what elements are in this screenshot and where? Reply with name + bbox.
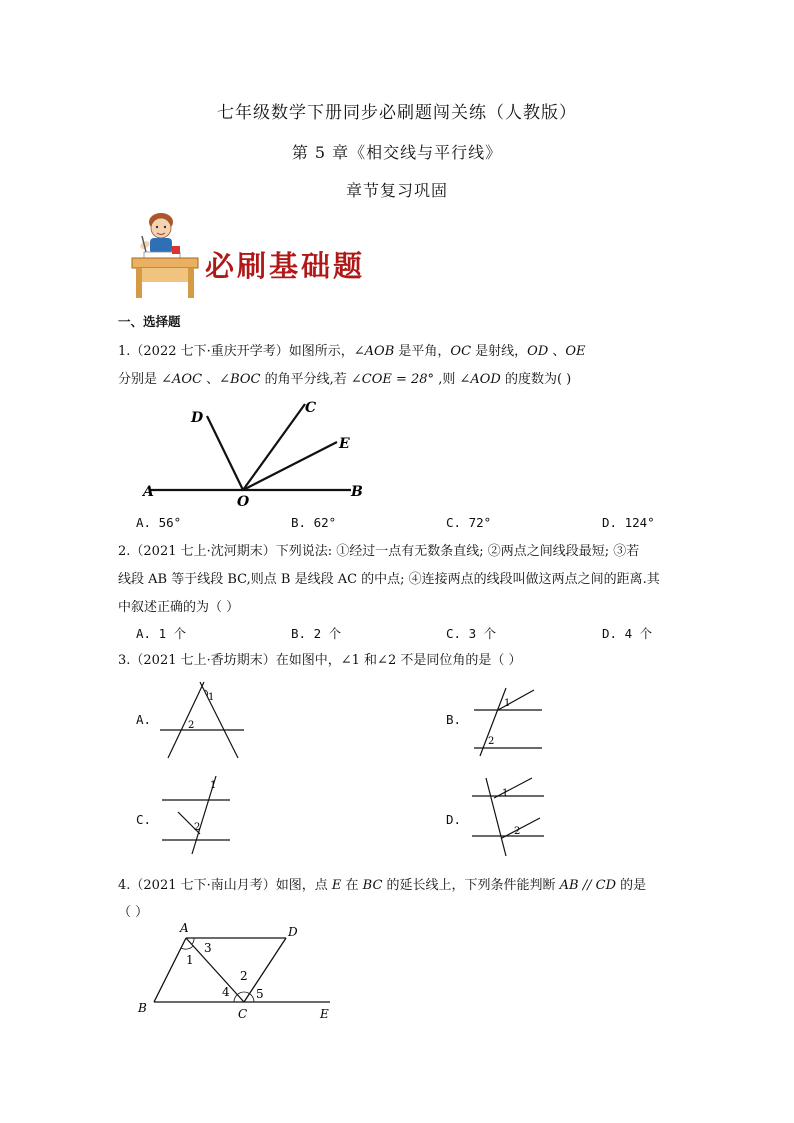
q3-figure-d xyxy=(466,774,552,858)
fig1-label-d: D xyxy=(191,410,204,426)
q1-option-b[interactable]: B. 62° xyxy=(291,515,337,530)
q3d-angle-2: 2 xyxy=(514,826,521,837)
fig1-label-b: B xyxy=(351,484,363,500)
q1-option-a[interactable]: A. 56° xyxy=(136,515,182,530)
q1-option-c[interactable]: C. 72° xyxy=(446,515,492,530)
question-1-line-2: 分别是 ∠AOC 、∠BOC 的角平分线,若 ∠COE = 28° ,则 ∠AOD 的度数为( ) xyxy=(118,372,572,387)
q2-option-d[interactable]: D. 4 个 xyxy=(602,626,653,641)
q3a-angle-2: 2 xyxy=(188,720,195,731)
q3b-angle-2: 2 xyxy=(488,736,495,747)
question-4-line-1: 4.（2021 七下·南山月考）如图，点 E 在 BC 的延长线上，下列条件能判断 AB // CD 的是 xyxy=(118,878,647,893)
fig4-label-a: A xyxy=(180,922,189,935)
student-desk-illustration xyxy=(130,208,202,300)
question-4-figure xyxy=(134,922,344,1022)
question-2-line-2: 线段 AB 等于线段 BC,则点 B 是线段 AC 的中点; ④连接两点的线段叫做这两点之间的距离.其 xyxy=(118,572,660,587)
fig4-label-b: B xyxy=(138,1001,147,1015)
question-3-line-1: 3.（2021 七上·香坊期末）在如图中，∠1 和∠2 不是同位角的是（ ） xyxy=(118,653,522,668)
q3-figure-b xyxy=(468,684,552,760)
fig4-angle-5: 5 xyxy=(256,987,264,1001)
doc-title: 七年级数学下册同步必刷题闯关练（人教版） xyxy=(217,103,577,123)
fig4-angle-4: 4 xyxy=(222,985,230,999)
q3d-angle-1: 1 xyxy=(502,788,509,799)
fig4-label-d: D xyxy=(288,925,298,939)
section-heading: 一、选择题 xyxy=(118,314,181,329)
q3-option-b[interactable]: B. xyxy=(446,712,462,727)
fig4-angle-2: 2 xyxy=(240,969,248,983)
q1-option-d[interactable]: D. 124° xyxy=(602,515,655,530)
question-4-line-2: （ ） xyxy=(118,905,149,920)
q2-option-b[interactable]: B. 2 个 xyxy=(291,626,342,641)
question-2-line-3: 中叙述正确的为（ ） xyxy=(118,600,240,615)
q3a-angle-1: 1 xyxy=(208,692,215,703)
q3c-angle-2: 2 xyxy=(194,822,201,833)
fig1-label-o: O xyxy=(237,494,250,506)
q2-option-a[interactable]: A. 1 个 xyxy=(136,626,187,641)
fig4-angle-1: 1 xyxy=(186,953,194,967)
chapter-title: 第 5 章《相交线与平行线》 xyxy=(291,143,503,162)
q3-option-a[interactable]: A. xyxy=(136,712,152,727)
question-1-line-1: 1.（2022 七下·重庆开学考）如图所示，∠AOB 是平角，OC 是射线，OD 、OE xyxy=(118,344,586,359)
fig1-label-c: C xyxy=(305,400,317,416)
fig1-label-a: A xyxy=(143,484,154,500)
section-title: 章节复习巩固 xyxy=(345,181,448,200)
q2-option-c[interactable]: C. 3 个 xyxy=(446,626,497,641)
fig4-label-c: C xyxy=(238,1007,248,1021)
q3-figure-a xyxy=(158,678,248,762)
question-1-figure xyxy=(135,396,375,506)
q3-option-c[interactable]: C. xyxy=(136,812,152,827)
fig4-angle-3: 3 xyxy=(204,941,212,955)
fig1-label-e: E xyxy=(339,436,350,452)
q3-figure-c xyxy=(158,770,240,856)
question-2-line-1: 2.（2021 七上·沈河期末）下列说法: ①经过一点有无数条直线; ②两点之间线段最短; ③若 xyxy=(118,544,640,559)
q3b-angle-1: 1 xyxy=(504,698,511,709)
banner-title: 必刷基础题 xyxy=(205,249,366,283)
q3-option-d[interactable]: D. xyxy=(446,812,462,827)
q3c-angle-1: 1 xyxy=(210,780,217,791)
fig4-label-e: E xyxy=(320,1007,329,1021)
